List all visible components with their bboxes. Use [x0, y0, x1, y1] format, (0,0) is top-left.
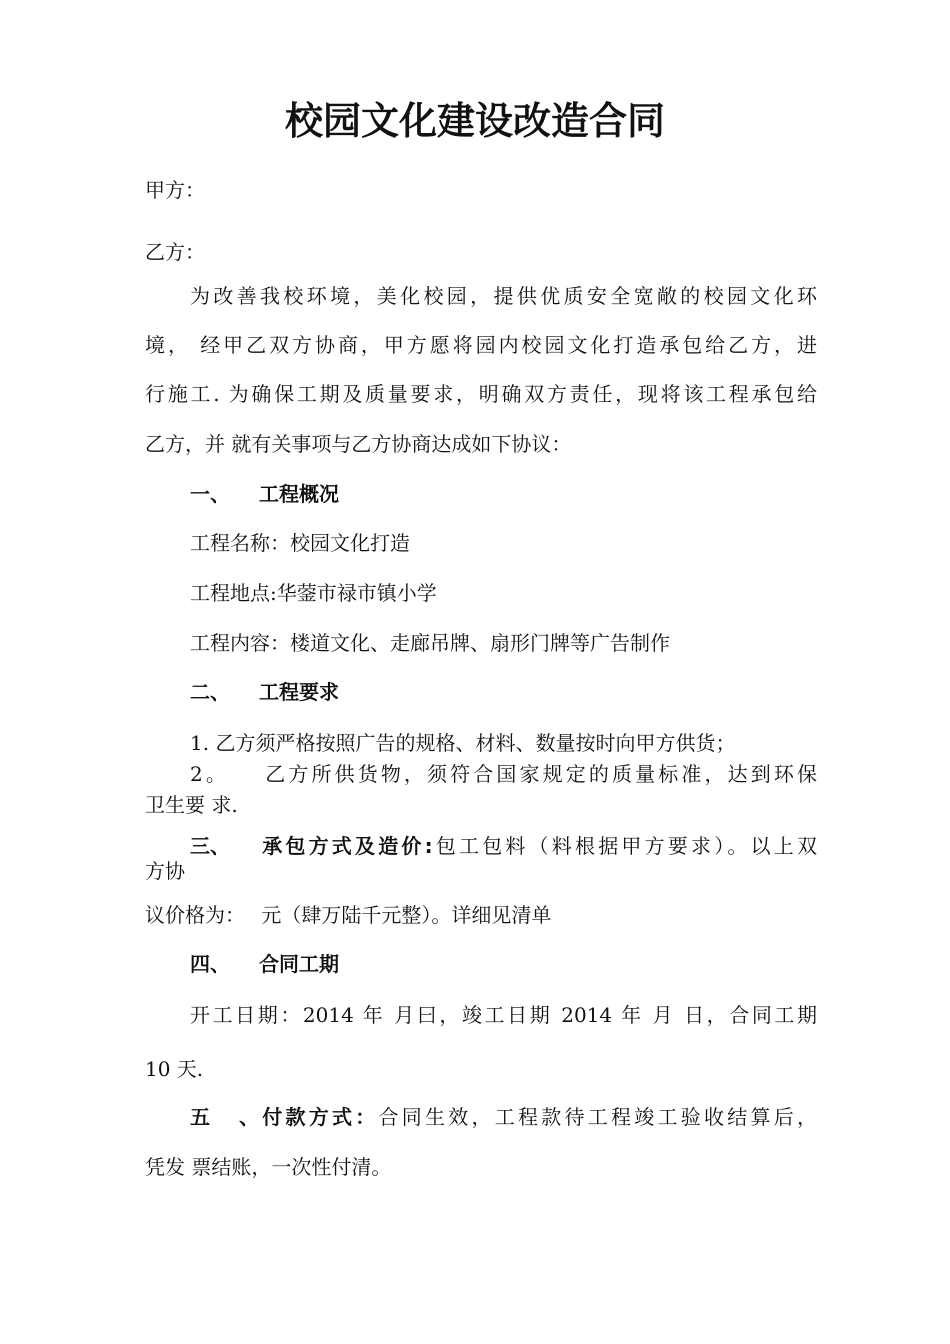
- section-3-cont: 方协: [145, 859, 185, 883]
- document-title: 校园文化建设改造合同: [284, 99, 665, 143]
- requirement-item-2-cont: 卫生要 求.: [145, 793, 238, 817]
- section-2-number: 二、: [190, 680, 230, 704]
- payment-line-cont: 凭发 票结账，一次性付清。: [145, 1155, 392, 1179]
- intro-line-1: 为改善我校环境，美化校园，提供优质安全宽敞的校园文化环: [190, 284, 817, 308]
- section-1-title: 工程概况: [259, 482, 339, 506]
- section-3-heading: [190, 834, 817, 858]
- section-3-text: 包工包料（料根据甲方要求）。以上双: [432, 834, 818, 858]
- schedule-line-cont: 10 天.: [145, 1057, 204, 1081]
- price-line: 议价格为： 元（肆万陆千元整）。详细见清单: [145, 903, 552, 927]
- section-4-title: 合同工期: [259, 952, 339, 976]
- project-content: 工程内容：楼道文化、走廊吊牌、扇形门牌等广告制作: [190, 631, 670, 655]
- section-1-heading: [190, 482, 339, 506]
- section-4-heading: [190, 952, 339, 976]
- section-2-heading: [190, 680, 339, 704]
- section-4-number: 四、: [190, 952, 230, 976]
- section-5-number: 五、: [190, 1105, 259, 1129]
- section-1-number: 一、: [190, 482, 230, 506]
- section-5-heading: [190, 1105, 817, 1129]
- intro-line-4: 乙方，并 就有关事项与乙方协商达成如下协议：: [145, 432, 572, 456]
- party-a-label: 甲方：: [145, 178, 205, 202]
- intro-line-3: 行施工. 为确保工期及质量要求，明确双方责任，现将该工程承包给: [145, 382, 817, 406]
- section-2-title: 工程要求: [259, 680, 339, 704]
- project-name: 工程名称：校园文化打造: [190, 531, 410, 555]
- intro-line-2: 境， 经甲乙双方协商，甲方愿将园内校园文化打造承包给乙方，进: [145, 333, 817, 357]
- section-3-number: 三、: [190, 834, 230, 858]
- project-location: 工程地点:华蓥市禄市镇小学: [190, 581, 437, 605]
- party-b-label: 乙方：: [145, 240, 205, 264]
- section-3-title: 承包方式及造价:: [259, 834, 433, 858]
- requirement-item-2: 2。 乙方所供货物，须符合国家规定的质量标准，达到环保: [190, 762, 817, 786]
- schedule-line: 开工日期：2014 年 月曰，竣工日期 2014 年 月 日，合同工期: [190, 1003, 817, 1027]
- requirement-item-1: 1. 乙方须严格按照广告的规格、材料、数量按时向甲方供货；: [190, 731, 736, 755]
- section-5-text: 合同生效，工程款待工程竣工验收结算后，: [378, 1105, 817, 1129]
- section-5-title: 付款方式：: [259, 1105, 379, 1129]
